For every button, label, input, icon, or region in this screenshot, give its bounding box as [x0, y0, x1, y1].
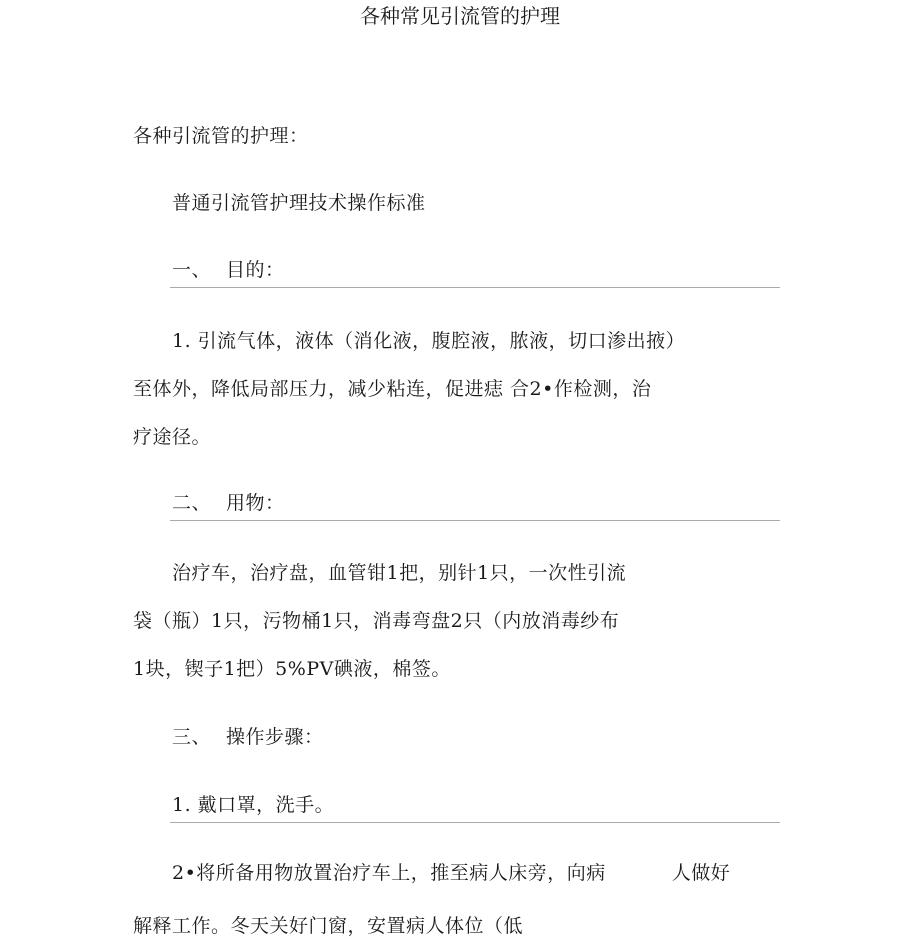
- section-1-title: 目的：: [226, 259, 285, 281]
- section-3-rule: [170, 822, 780, 823]
- section-3-title: 操作步骤：: [226, 726, 324, 748]
- section-1-para-line-2: 至体外，降低局部压力，减少粘连，促进痣 合2•作检测，治: [133, 378, 652, 400]
- section-3-step-2-text-b: 人做好: [671, 862, 731, 884]
- section-1-rule: [170, 287, 780, 288]
- section-2-rule: [170, 520, 780, 521]
- section-2-para-line-1: 治疗车，治疗盘，血管钳1把，别针1只，一次性引流: [172, 562, 627, 584]
- section-3-step-2-text-a: 2•将所备用物放置治疗车上，推至病人床旁，向病: [172, 862, 606, 884]
- section-2-para-line-3: 1块，锲子1把）5%PV碘液，棉签。: [133, 658, 451, 680]
- document-title: 各种常见引流管的护理: [360, 4, 560, 28]
- section-3-step-2-line-1: [172, 861, 730, 885]
- section-2-para-line-2: 袋（瓶）1只，污物桶1只，消毒弯盘2只（内放消毒纱布: [133, 610, 620, 632]
- main-heading: 各种引流管的护理：: [133, 125, 309, 147]
- section-2-title: 用物：: [226, 492, 285, 514]
- section-2-number: 二、: [172, 492, 212, 514]
- section-1-para-line-1: 1. 引流气体，液体（消化液，腹腔液，脓液，切口渗出掖）: [172, 330, 686, 352]
- section-3-heading: [172, 725, 324, 749]
- section-3-step-1: 1. 戴口罩，洗手。: [172, 794, 335, 816]
- section-1-para-line-3: 疗途径。: [133, 426, 212, 448]
- sub-heading: 普通引流管护理技术操作标准: [172, 192, 426, 214]
- section-1-number: 一、: [172, 259, 212, 281]
- section-1-heading: [172, 258, 285, 282]
- section-2-heading: [172, 491, 285, 515]
- section-3-number: 三、: [172, 726, 212, 748]
- section-3-step-2-line-2: 解释工作。冬天关好门窗，安置病人体位（低: [133, 915, 524, 937]
